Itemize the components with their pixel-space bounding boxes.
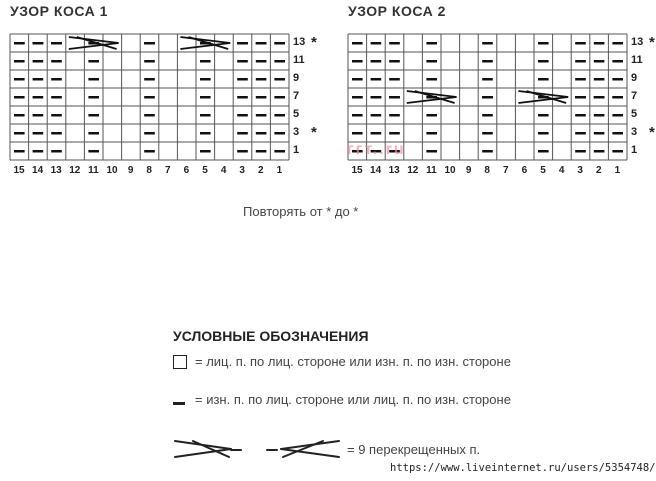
pattern1-chart [10,33,290,161]
column-label: 4 [220,165,227,176]
column-label: 7 [165,165,171,176]
column-label: 9 [127,165,134,176]
row-label: 5 [293,108,300,120]
purl-mark [575,114,586,117]
purl-mark [426,78,437,81]
row-label: 1 [631,144,638,156]
column-label: 5 [540,165,546,176]
purl-mark [538,114,549,117]
purl-mark [612,114,623,117]
row-label: 7 [631,90,638,102]
column-label: 1 [276,165,283,176]
row-label: 7 [293,90,300,102]
column-label: 7 [503,165,509,176]
purl-mark [237,78,248,81]
purl-mark [51,150,62,153]
purl-mark [33,60,44,63]
purl-mark [237,42,248,45]
legend-purl-text: = изн. п. по лиц. стороне или лиц. п. по изн. стороне [195,392,511,407]
purl-mark [256,132,267,135]
row-label: 9 [293,72,300,84]
purl-mark [482,42,493,45]
purl-mark [33,150,44,153]
purl-mark [274,150,285,153]
purl-mark [144,150,155,153]
purl-mark [538,132,549,135]
purl-mark [144,96,155,99]
purl-mark [575,78,586,81]
purl-mark [594,96,605,99]
purl-mark [482,96,493,99]
column-label: 1 [614,165,621,176]
legend-cable-text: = 9 перекрещенных п. [347,441,481,457]
purl-mark [389,132,400,135]
purl-mark [256,150,267,153]
purl-mark [389,42,400,45]
watermark: ггт..ru [347,141,406,158]
purl-mark [237,150,248,153]
legend-title: УСЛОВНЫЕ ОБОЗНАЧЕНИЯ [173,328,369,344]
purl-mark [33,78,44,81]
legend-knit-row [173,354,511,369]
row-label: 3 [293,126,300,138]
purl-mark [88,96,99,99]
purl-mark [14,42,25,45]
column-label: 8 [484,165,490,176]
purl-mark [594,60,605,63]
purl-mark [14,150,25,153]
source-url: https://www.liveinternet.ru/users/5354748/ [390,462,656,474]
purl-mark [14,78,25,81]
purl-mark [256,78,267,81]
purl-mark [256,96,267,99]
purl-mark [482,150,493,153]
column-label: 11 [426,165,437,176]
purl-mark [33,96,44,99]
purl-mark [612,150,623,153]
purl-symbol-icon [173,402,185,405]
column-label: 9 [465,165,472,176]
purl-mark [594,114,605,117]
purl-mark [371,114,382,117]
purl-mark [575,96,586,99]
purl-mark [51,60,62,63]
row-label: 5 [631,108,638,120]
purl-mark [482,132,493,135]
purl-mark [200,114,211,117]
purl-mark [612,132,623,135]
purl-mark [426,114,437,117]
purl-mark [575,150,586,153]
purl-mark [88,60,99,63]
purl-mark [538,78,549,81]
repeat-note: Повторять от * до * [243,204,359,219]
purl-mark [482,114,493,117]
purl-mark [389,60,400,63]
purl-mark [88,150,99,153]
purl-mark [33,114,44,117]
column-label: 13 [50,165,62,176]
purl-mark [426,150,437,153]
purl-mark [538,42,549,45]
legend-purl-row [173,392,511,407]
purl-mark [594,132,605,135]
column-label: 3 [577,165,583,176]
column-label: 14 [32,165,44,176]
purl-mark [237,96,248,99]
purl-mark [237,60,248,63]
legend-cable-row [173,437,480,461]
purl-mark [200,150,211,153]
purl-mark [371,60,382,63]
purl-mark [371,96,382,99]
legend-knit-text: = лиц. п. по лиц. стороне или изн. п. по изн. стороне [195,354,511,369]
purl-mark [274,114,285,117]
purl-mark [389,96,400,99]
cable-cross-mark [518,91,568,103]
row-label: 13 [293,36,306,48]
purl-mark [51,78,62,81]
purl-mark [612,78,623,81]
purl-mark [144,132,155,135]
purl-mark [575,60,586,63]
column-label: 15 [13,165,25,176]
row-label: 11 [631,54,643,66]
purl-mark [88,132,99,135]
purl-mark [538,60,549,63]
purl-mark [482,60,493,63]
purl-mark [14,132,25,135]
row-label: 3 [631,126,638,138]
repeat-star-mark: * [311,124,317,141]
purl-mark [51,42,62,45]
column-label: 8 [146,165,152,176]
column-label: 12 [69,165,81,176]
purl-mark [144,78,155,81]
column-label: 3 [239,165,245,176]
purl-mark [88,42,99,45]
purl-mark [237,132,248,135]
purl-mark [200,60,211,63]
cable-symbol-icon [173,437,341,461]
row-label: 1 [293,144,300,156]
purl-mark [51,132,62,135]
purl-mark [426,42,437,45]
purl-mark [51,96,62,99]
repeat-star-mark: * [649,34,655,51]
column-label: 11 [88,165,99,176]
purl-mark [256,114,267,117]
purl-mark [612,42,623,45]
purl-mark [371,78,382,81]
purl-mark [352,114,363,117]
purl-mark [256,60,267,63]
purl-mark [274,96,285,99]
purl-mark [352,132,363,135]
repeat-star-mark: * [649,124,655,141]
purl-mark [612,60,623,63]
purl-mark [256,42,267,45]
purl-mark [144,60,155,63]
purl-mark [538,150,549,153]
column-label: 14 [370,165,382,176]
column-label: 15 [351,165,363,176]
purl-mark [33,132,44,135]
purl-mark [575,132,586,135]
column-label: 12 [407,165,419,176]
purl-mark [482,78,493,81]
purl-mark [352,96,363,99]
pattern2-title: УЗОР КОСА 2 [348,3,446,19]
purl-mark [14,114,25,117]
purl-mark [371,132,382,135]
purl-mark [426,132,437,135]
purl-mark [426,96,437,99]
purl-mark [594,150,605,153]
purl-mark [33,42,44,45]
purl-mark [352,60,363,63]
column-label: 10 [444,165,456,176]
purl-mark [352,78,363,81]
purl-mark [144,114,155,117]
purl-mark [274,78,285,81]
column-label: 10 [106,165,118,176]
purl-mark [144,42,155,45]
knit-symbol-icon [173,355,187,369]
purl-mark [389,114,400,117]
purl-mark [88,114,99,117]
row-label: 9 [631,72,638,84]
purl-mark [14,96,25,99]
purl-mark [594,78,605,81]
purl-mark [274,42,285,45]
purl-mark [200,78,211,81]
column-label: 5 [202,165,208,176]
column-label: 2 [596,165,602,176]
purl-mark [274,60,285,63]
column-label: 4 [558,165,565,176]
column-label: 6 [521,165,528,176]
purl-mark [371,42,382,45]
purl-mark [200,132,211,135]
purl-mark [51,114,62,117]
cable-cross-mark [180,37,230,49]
column-label: 6 [183,165,190,176]
purl-mark [352,42,363,45]
purl-mark [200,96,211,99]
purl-mark [274,132,285,135]
purl-mark [594,42,605,45]
row-label: 13 [631,36,644,48]
purl-mark [14,60,25,63]
purl-mark [389,78,400,81]
pattern1-title: УЗОР КОСА 1 [10,3,108,19]
column-label: 2 [258,165,264,176]
row-label: 11 [293,54,305,66]
purl-mark [237,114,248,117]
purl-mark [612,96,623,99]
repeat-star-mark: * [311,34,317,51]
column-label: 13 [388,165,400,176]
purl-mark [426,60,437,63]
purl-mark [88,78,99,81]
purl-mark [575,42,586,45]
